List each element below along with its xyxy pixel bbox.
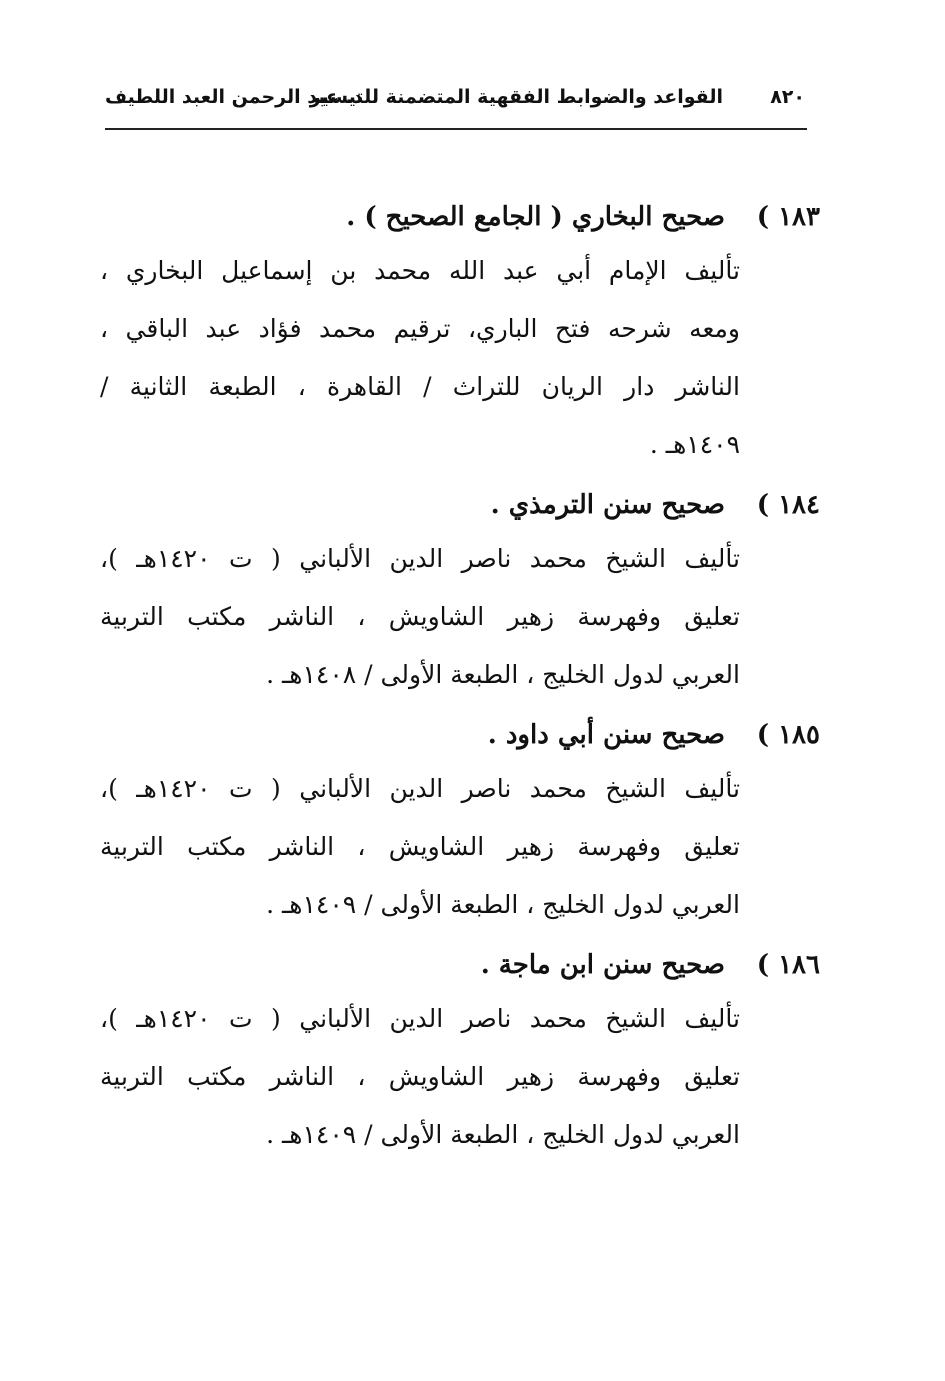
bibliography-entry <box>100 192 820 474</box>
header-rule <box>105 128 807 130</box>
entry-title: صحيح البخاري ( الجامع الصحيح ) . <box>346 202 725 232</box>
entry-number: ١٨٥ ) <box>756 720 820 750</box>
entry-heading <box>100 192 820 242</box>
book-title: القواعد والضوابط الفقهية المتضمنة للتيسير <box>309 86 723 108</box>
entry-line: الناشر دار الريان للتراث / القاهرة ، الطبعة الثانية / <box>100 372 740 401</box>
bibliography-entry <box>100 710 820 934</box>
page-number: ٨٢٠ <box>770 86 805 108</box>
entry-number: ١٨٤ ) <box>756 490 820 520</box>
entry-line: تعليق وفهرسة زهير الشاويش ، الناشر مكتب التربية <box>100 832 740 861</box>
entry-number: ١٨٣ ) <box>756 202 820 232</box>
entry-title: صحيح سنن أبي داود . <box>487 720 725 750</box>
entry-line: العربي لدول الخليج ، الطبعة الأولى / ١٤٠٩هـ . <box>266 890 740 919</box>
entry-heading <box>100 480 820 530</box>
entry-heading <box>100 940 820 990</box>
bibliography-entry <box>100 480 820 704</box>
entry-line: ومعه شرحه فتح الباري، ترقيم محمد فؤاد عبد الباقي ، <box>100 314 740 343</box>
entry-line: تأليف الشيخ محمد ناصر الدين الألباني ( ت ١٤٢٠هـ )، <box>100 1004 740 1033</box>
entry-line: تأليف الشيخ محمد ناصر الدين الألباني ( ت ١٤٢٠هـ )، <box>100 774 740 803</box>
entry-line: تعليق وفهرسة زهير الشاويش ، الناشر مكتب التربية <box>100 1062 740 1091</box>
page-header <box>105 82 805 116</box>
entry-line: العربي لدول الخليج ، الطبعة الأولى / ١٤٠٩هـ . <box>266 1120 740 1149</box>
bibliography-entry <box>100 940 820 1164</box>
entry-line: تأليف الشيخ محمد ناصر الدين الألباني ( ت ١٤٢٠هـ )، <box>100 544 740 573</box>
entry-line: تعليق وفهرسة زهير الشاويش ، الناشر مكتب التربية <box>100 602 740 631</box>
entry-line: العربي لدول الخليج ، الطبعة الأولى / ١٤٠٨هـ . <box>266 660 740 689</box>
entry-title: صحيح سنن ابن ماجة . <box>480 950 725 980</box>
author-name: د. عبد الرحمن العبد اللطيف <box>105 86 363 108</box>
entry-title: صحيح سنن الترمذي . <box>490 490 725 520</box>
entry-heading <box>100 710 820 760</box>
entry-line: ١٤٠٩هـ . <box>649 430 740 459</box>
entry-line: تأليف الإمام أبي عبد الله محمد بن إسماعيل البخاري ، <box>100 256 740 285</box>
entry-number: ١٨٦ ) <box>756 950 820 980</box>
